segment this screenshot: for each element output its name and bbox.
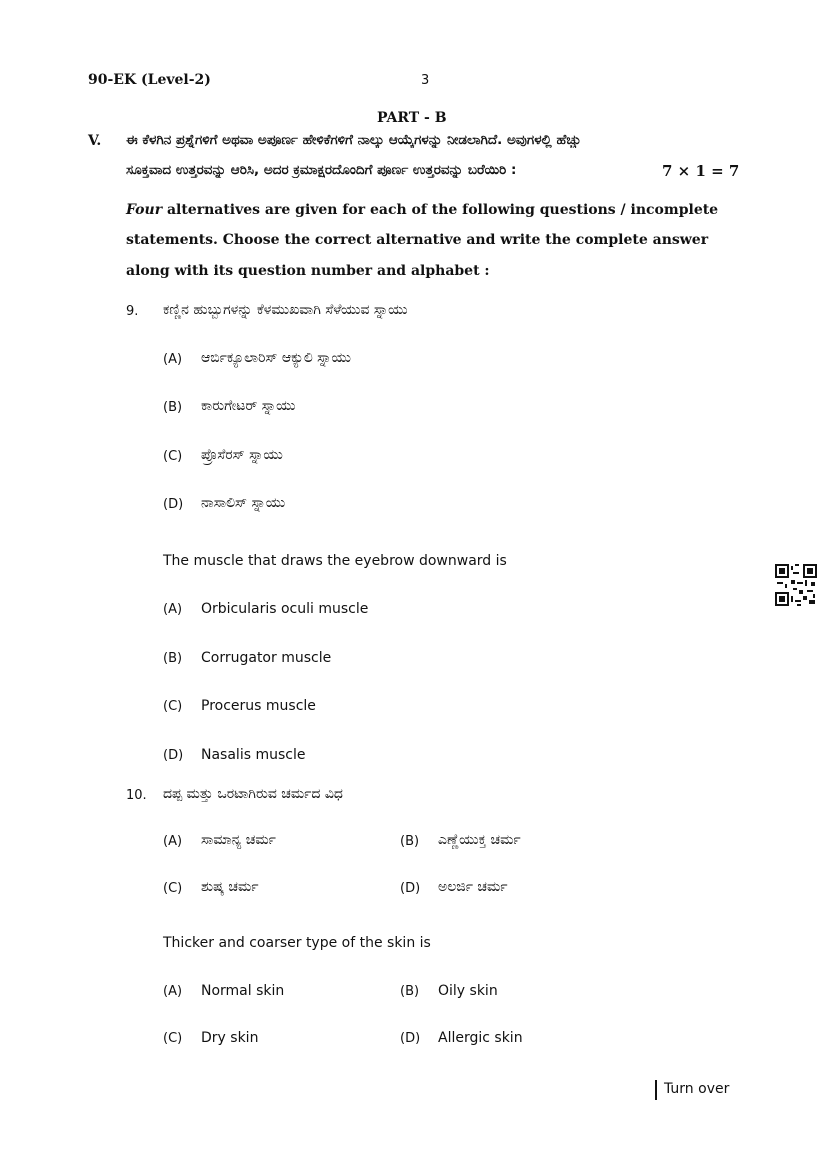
option-label: (A) <box>163 834 183 849</box>
question-9-kannada: ಕಣ್ಣಿನ ಹುಬ್ಬುಗಳನ್ನು ಕೆಳಮುಖವಾಗಿ ಸೆಳೆಯುವ ಸ್ನಾಯು <box>163 302 408 318</box>
option-label: (D) <box>163 748 184 763</box>
q9-en-option-c: Procerus muscle <box>201 698 316 714</box>
option-label: (C) <box>163 449 183 464</box>
q9-en-option-d: Nasalis muscle <box>201 747 306 763</box>
option-label: (B) <box>400 834 420 849</box>
q9-kn-option-b: ಕಾರುಗೇಟರ್ ಸ್ನಾಯು <box>201 398 296 414</box>
marks-allocation: 7 × 1 = 7 <box>662 162 740 180</box>
q9-kn-option-d: ನಾಸಾಲಿಸ್ ಸ್ನಾಯು <box>201 495 286 511</box>
question-number: 10. <box>126 788 147 803</box>
option-label: (C) <box>163 881 183 896</box>
question-number: 9. <box>126 304 139 319</box>
question-10-english: Thicker and coarser type of the skin is <box>163 935 431 951</box>
option-label: (D) <box>400 881 421 896</box>
qr-code-icon <box>775 564 817 606</box>
instructions-english-line1 <box>126 202 718 218</box>
q10-en-option-d: Allergic skin <box>438 1030 523 1046</box>
page-number: 3 <box>421 73 430 88</box>
option-label: (D) <box>163 497 184 512</box>
q9-kn-option-a: ಆರ್ಬಿಕ್ಯೂಲಾರಿಸ್ ಆಕ್ಯುಲಿ ಸ್ನಾಯು <box>201 350 351 366</box>
part-title: PART - B <box>377 110 447 126</box>
turn-over-label: Turn over <box>664 1081 730 1097</box>
instructions-kannada-line1: ಈ ಕೆಳಗಿನ ಪ್ರಶ್ನೆಗಳಿಗೆ ಅಥವಾ ಅಪೂರ್ಣ ಹೇಳಿಕೆಗಳಿಗೆ ನಾಲ್ಕು ಆಯ್ಕೆಗಳನ್ನು ನೀಡಲಾಗಿದೆ. ಅವುಗಳಲ್ಲಿ ಹೆಚ್ಚು <box>126 132 582 148</box>
q10-kn-option-b: ಎಣ್ಣೆಯುಕ್ತ ಚರ್ಮ <box>438 832 521 848</box>
option-label: (A) <box>163 984 183 999</box>
paper-code: 90-EK (Level-2) <box>88 72 211 88</box>
option-label: (B) <box>163 400 183 415</box>
section-number: V. <box>88 133 102 149</box>
q10-kn-option-c: ಶುಷ್ಕ ಚರ್ಮ <box>201 879 259 895</box>
q10-en-option-a: Normal skin <box>201 983 285 999</box>
q9-kn-option-c: ಪ್ರೊಸೆರಸ್ ಸ್ನಾಯು <box>201 447 283 463</box>
option-label: (C) <box>163 699 183 714</box>
q10-en-option-c: Dry skin <box>201 1030 259 1046</box>
question-9-english: The muscle that draws the eyebrow downward is <box>163 553 507 569</box>
option-label: (B) <box>163 651 183 666</box>
turn-over-bracket <box>655 1080 657 1100</box>
q9-en-option-b: Corrugator muscle <box>201 650 332 666</box>
instructions-kannada-line2: ಸೂಕ್ತವಾದ ಉತ್ತರವನ್ನು ಆರಿಸಿ, ಅದರ ಕ್ರಮಾಕ್ಷರದೊಂದಿಗೆ ಪೂರ್ಣ ಉತ್ತರವನ್ನು ಬರೆಯಿರಿ : <box>126 162 517 178</box>
q10-kn-option-d: ಅಲರ್ಜಿ ಚರ್ಮ <box>438 879 508 895</box>
option-label: (C) <box>163 1031 183 1046</box>
option-label: (D) <box>400 1031 421 1046</box>
instructions-emphasis: Four <box>126 202 163 218</box>
q10-kn-option-a: ಸಾಮಾನ್ಯ ಚರ್ಮ <box>201 832 276 848</box>
q9-en-option-a: Orbicularis oculi muscle <box>201 601 369 617</box>
question-10-kannada: ದಪ್ಪ ಮತ್ತು ಒರಟಾಗಿರುವ ಚರ್ಮದ ವಿಧ <box>163 786 343 802</box>
option-label: (A) <box>163 352 183 367</box>
instructions-english-line1-text: alternatives are given for each of the following questions / incomplete <box>166 202 719 218</box>
instructions-english-line2: statements. Choose the correct alternative and write the complete answer <box>126 232 709 248</box>
q10-en-option-b: Oily skin <box>438 983 498 999</box>
instructions-english-line3: along with its question number and alphabet : <box>126 263 490 279</box>
option-label: (A) <box>163 602 183 617</box>
option-label: (B) <box>400 984 420 999</box>
